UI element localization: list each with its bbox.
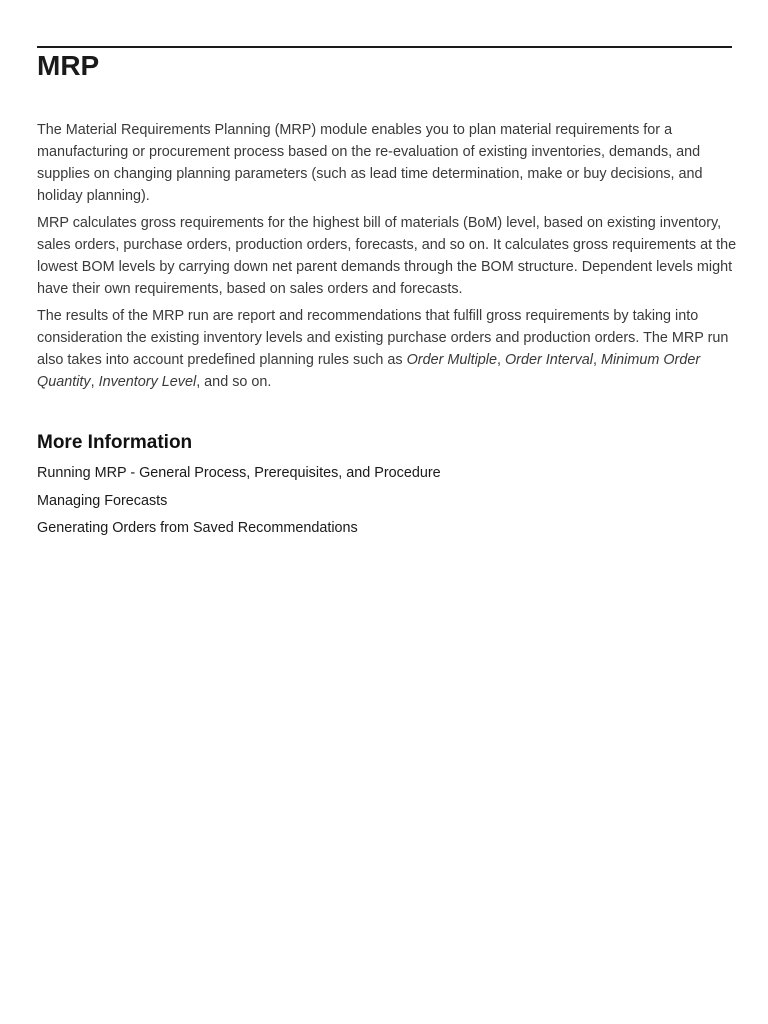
link-item	[37, 490, 441, 512]
more-information-heading: More Information	[37, 432, 193, 453]
managing-forecasts-link[interactable]: Managing Forecasts	[37, 492, 168, 509]
rule-inventory-level: Inventory Level	[98, 374, 197, 390]
separator: ,	[496, 352, 505, 368]
rule-order-interval: Order Interval	[504, 352, 593, 368]
generating-orders-link[interactable]: Generating Orders from Saved Recommendations	[37, 520, 358, 536]
rule-order-multiple: Order Multiple	[406, 352, 497, 368]
gross-requirements-paragraph: MRP calculates gross requirements for the highest bill of materials (BoM) level, based on existing inventory, sales orders, purchase orders, production orders, forecasts, and so on. It calculates gross requirements at the lowest BOM levels by carrying down net parent demands through the BOM structure. Dependent levels might have their own requirements, based on sales orders and forecasts.	[37, 215, 737, 297]
separator: ,	[592, 352, 601, 368]
more-information-links	[37, 462, 441, 545]
running-mrp-link[interactable]: Running MRP - General Process, Prerequisites, and Procedure	[37, 465, 441, 481]
paragraph-text: , and so on.	[196, 374, 272, 390]
rule-minimum-order-quantity: Minimum Order Quantity	[37, 352, 701, 390]
title-divider	[37, 46, 732, 48]
mrp-results-paragraph	[37, 305, 737, 393]
link-item	[37, 462, 441, 484]
intro-paragraph: The Material Requirements Planning (MRP) module enables you to plan material requirements for a manufacturing or procurement process based on the re-evaluation of existing inventories, demands, and supplies on changing planning parameters (such as lead time determination, make or buy decisions, and holiday planning).	[37, 122, 703, 204]
paragraph-text: The results of the MRP run are report and recommendations that fulfill gross requirements by taking into consideration the existing inventory levels and existing purchase orders and production orders. The MRP run also takes into account predefined planning rules such as	[37, 308, 729, 368]
page-title: MRP	[37, 50, 100, 81]
separator: ,	[90, 374, 99, 390]
link-item	[37, 517, 441, 539]
